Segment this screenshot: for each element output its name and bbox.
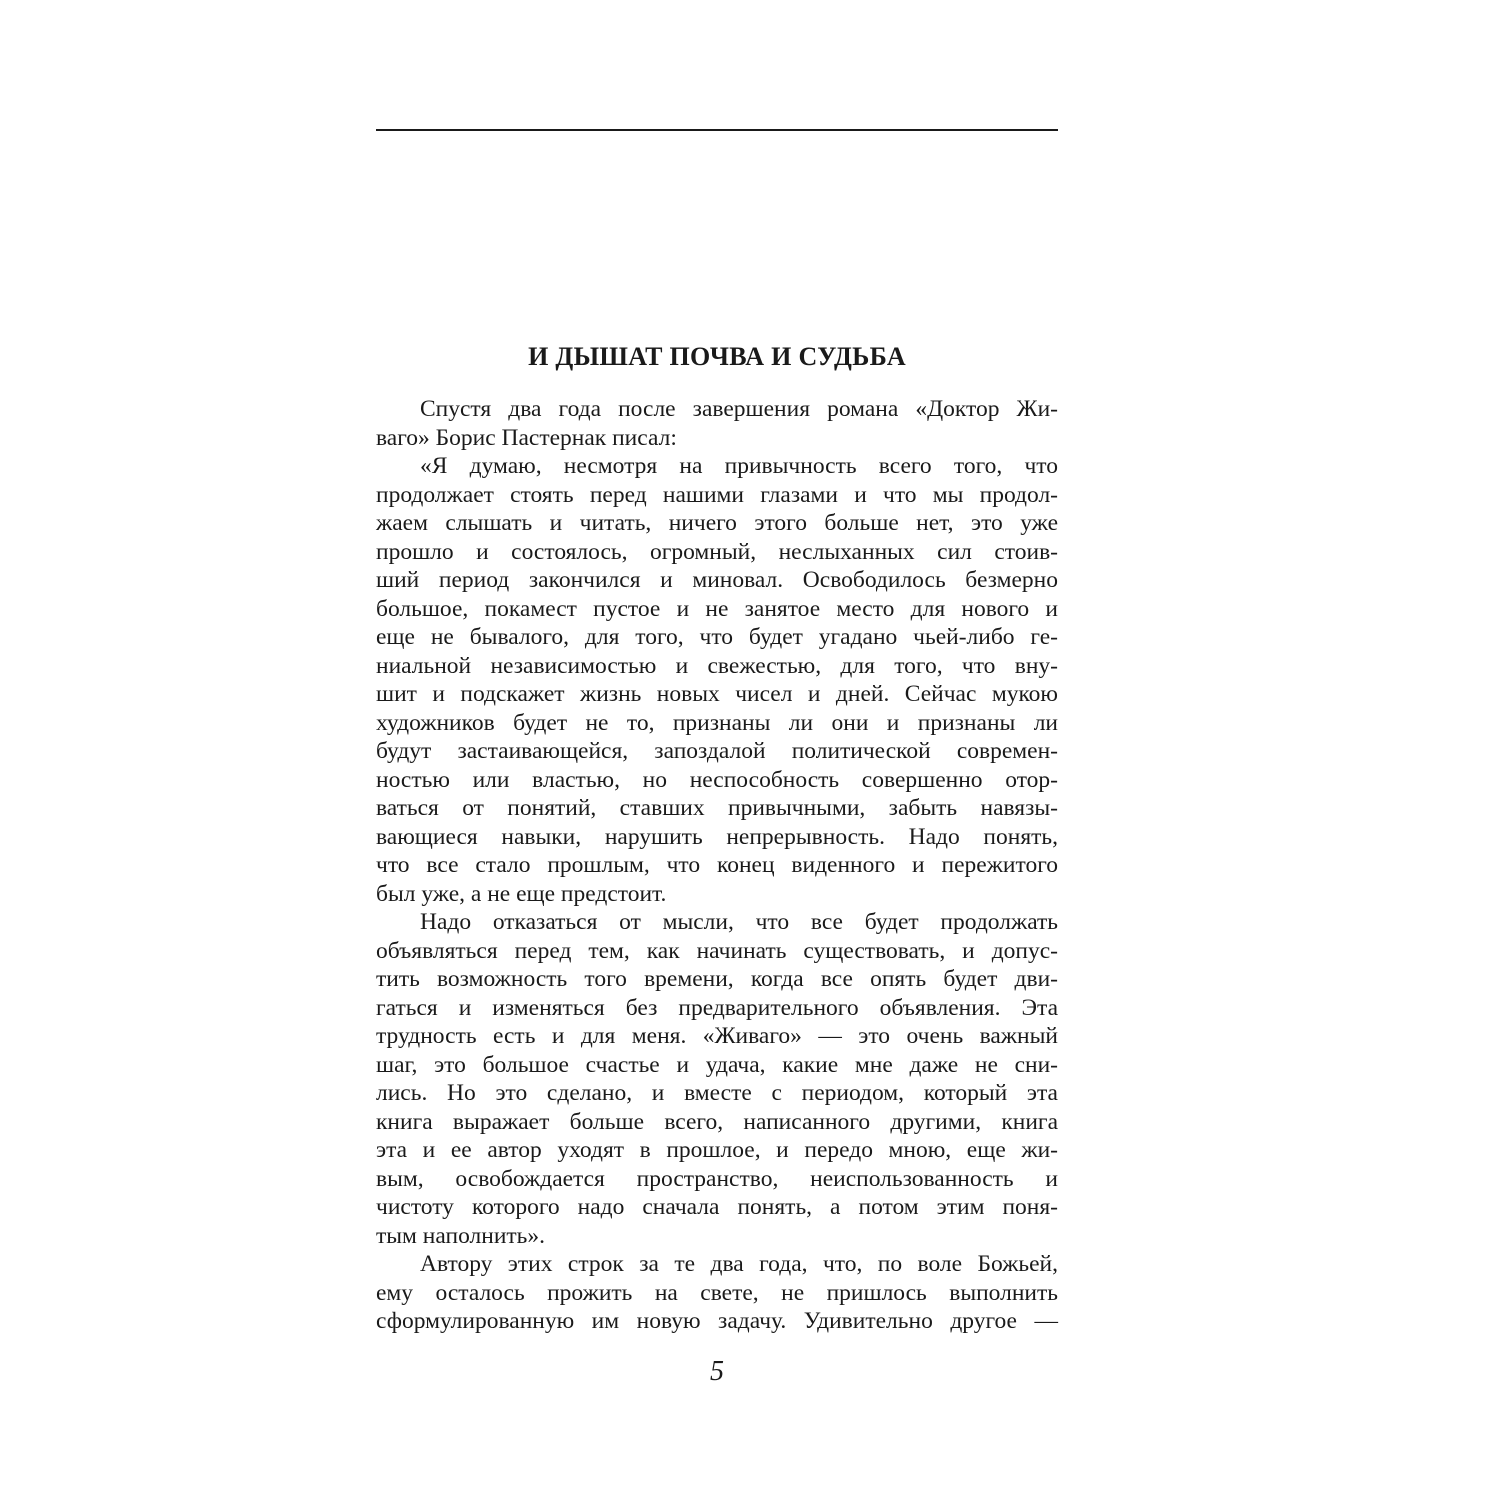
text-line: чистоту которого надо сначала понять, а потом этим поня- [376,1194,1058,1220]
text-line: ностью или властью, но неспособность совершенно отор- [376,766,1058,793]
text-line: сформулированную им новую задачу. Удивительно другое — [376,1308,1058,1334]
text-line: будут застаивающейся, запоздалой политической современ- [376,738,1058,764]
text-line: еще не бывалого, для того, что будет угадано чьей-либо ге- [376,624,1058,650]
text-line: гаться и изменяться без предварительного объявления. Эта [376,994,1058,1021]
text-line: трудность есть и для меня. «Живаго» — это очень важный [376,1023,1058,1049]
text-line: прошло и состоялось, огромный, неслыханных сил стоив- [376,538,1058,565]
text-line: жаем слышать и читать, ничего этого больше нет, это уже [376,510,1058,536]
text-line: ему осталось прожить на свете, не пришлось выполнить [376,1279,1058,1306]
text-line: был уже, а не еще предстоит. [376,880,667,907]
text-line: тым наполнить». [376,1222,546,1249]
text-line: ваться от понятий, ставших привычными, забыть навязы- [376,795,1058,821]
text-line: лись. Но это сделано, и вместе с периодом, который эта [376,1080,1058,1106]
text-line: Автору этих строк за те два года, что, по воле Божьей, [420,1251,1058,1277]
text-line: ниальной независимостью и свежестью, для того, что вну- [376,652,1058,679]
text-line: Спустя два года после завершения романа «Доктор Жи- [420,396,1058,422]
text-line: книга выражает больше всего, написанного другими, книга [376,1108,1058,1135]
header-rule [376,129,1058,131]
text-line: эта и ее автор уходят в прошлое, и передо мною, еще жи- [376,1137,1058,1163]
text-line: продолжает стоять перед нашими глазами и что мы продол- [376,481,1058,508]
text-line: тить возможность того времени, когда все опять будет дви- [376,966,1058,992]
body-text [376,395,1058,1336]
page-number: 5 [710,1356,724,1387]
text-line: художников будет не то, признаны ли они и признаны ли [376,709,1058,736]
text-line: «Я думаю, несмотря на привычность всего того, что [420,453,1058,479]
text-line: что все стало прошлым, что конец виденного и пережитого [376,852,1058,878]
text-line: объявляться перед тем, как начинать существовать, и допус- [376,937,1058,964]
text-line: вающиеся навыки, нарушить непрерывность. Надо понять, [376,823,1058,850]
text-line: шит и подскажет жизнь новых чисел и дней. Сейчас мукою [376,681,1058,707]
text-line: Надо отказаться от мысли, что все будет продолжать [420,909,1058,935]
text-line: шаг, это большое счастье и удача, какие мне даже не сни- [376,1051,1058,1078]
text-line: большое, покамест пустое и не занятое место для нового и [376,595,1058,622]
text-line: ший период закончился и миновал. Освободилось безмерно [376,567,1058,593]
text-line: ваго» Борис Пастернак писал: [376,424,677,451]
text-line: вым, освобождается пространство, неиспользованность и [376,1165,1058,1192]
chapter-title: И ДЫШАТ ПОЧВА И СУДЬБА [528,342,906,371]
